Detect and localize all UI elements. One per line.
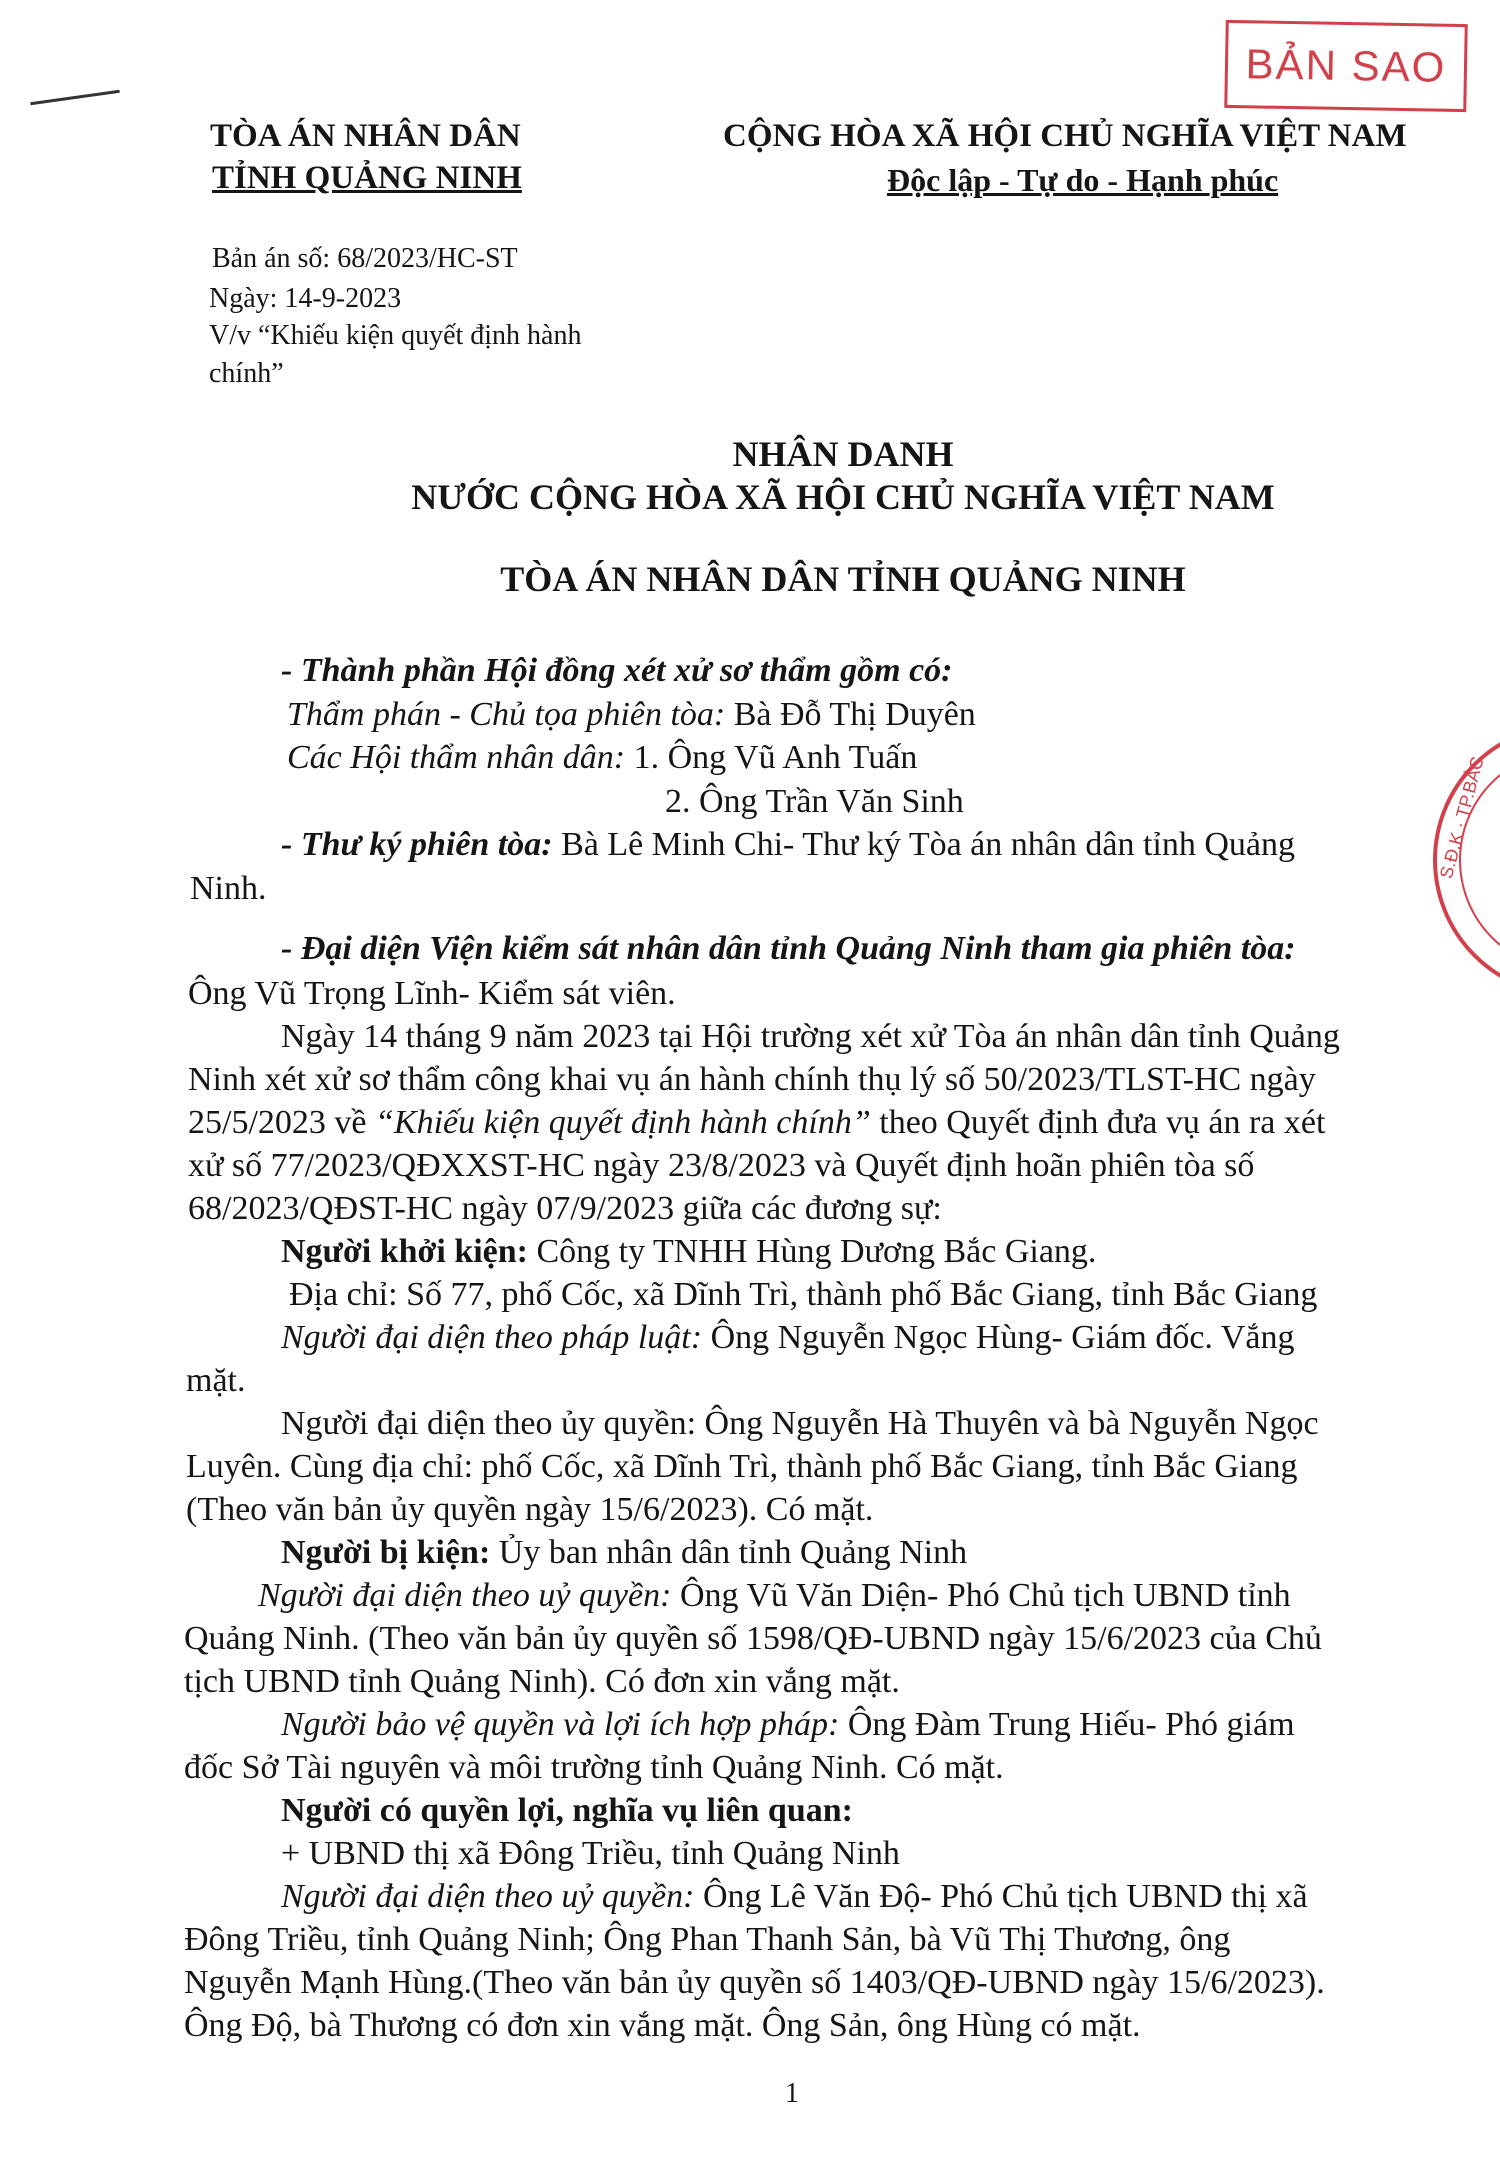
subject-line2: chính” [209, 358, 284, 389]
rights-protector: Người bảo vệ quyền và lợi ích hợp pháp: Ông Đàm Trung Hiếu- Phó giám [281, 1706, 1295, 1743]
jurors: Các Hội thẩm nhân dân: 1. Ông Vũ Anh Tuấn [287, 739, 918, 776]
plaintiff: Người khởi kiện: Công ty TNHH Hùng Dương Bắc Giang. [281, 1233, 1097, 1270]
judgment-number: Bản án số: 68/2023/HC-ST [212, 243, 518, 274]
para-hearing-4: xử số 77/2023/QĐXXST-HC ngày 23/8/2023 và Quyết định hoãn phiên tòa số [188, 1147, 1255, 1184]
para-hearing-1: Ngày 14 tháng 9 năm 2023 tại Hội trường xét xử Tòa án nhân dân tỉnh Quảng [281, 1018, 1340, 1055]
court-name-line2: TỈNH QUẢNG NINH [212, 160, 522, 196]
procuracy-heading: - Đại diện Viện kiểm sát nhân dân tỉnh Quảng Ninh tham gia phiên tòa: [281, 930, 1296, 967]
subject-line1: V/v “Khiếu kiện quyết định hành [209, 320, 582, 351]
defendant-rep: Người đại diện theo uỷ quyền: Ông Vũ Văn Diện- Phó Chủ tịch UBND tỉnh [258, 1577, 1291, 1614]
para-hearing-3: 25/5/2023 về “Khiếu kiện quyết định hành chính” theo Quyết định đưa vụ án ra xét [188, 1104, 1326, 1141]
title-republic: NƯỚC CỘNG HÒA XÃ HỘI CHỦ NGHĨA VIỆT NAM [411, 477, 1275, 517]
related-party-rep-cont-2: Nguyễn Mạnh Hùng.(Theo văn bản ủy quyền số 1403/QĐ-UBND ngày 15/6/2023). [184, 1964, 1325, 2001]
legal-representative-cont: mặt. [186, 1362, 246, 1399]
title-court: TÒA ÁN NHÂN DÂN TỈNH QUẢNG NINH [500, 559, 1186, 599]
authorized-rep-1: Người đại diện theo ủy quyền: Ông Nguyễn Hà Thuyên và bà Nguyễn Ngọc [281, 1405, 1319, 1442]
defendant-rep-cont-1: Quảng Ninh. (Theo văn bản ủy quyền số 1598/QĐ-UBND ngày 15/6/2023 của Chủ [184, 1620, 1322, 1657]
plaintiff-address: Địa chỉ: Số 77, phố Cốc, xã Dĩnh Trì, thành phố Bắc Giang, tỉnh Bắc Giang [289, 1276, 1318, 1313]
authorized-rep-3: (Theo văn bản ủy quyền ngày 15/6/2023). Có mặt. [186, 1491, 874, 1528]
related-party-rep-cont-1: Đông Triều, tỉnh Quảng Ninh; Ông Phan Thanh Sản, bà Vũ Thị Thương, ông [184, 1921, 1231, 1958]
related-parties-heading: Người có quyền lợi, nghĩa vụ liên quan: [281, 1792, 853, 1829]
page-number: 1 [785, 2078, 799, 2109]
juror-2: 2. Ông Trần Văn Sinh [665, 783, 964, 820]
presiding-judge: Thẩm phán - Chủ tọa phiên tòa: Bà Đỗ Thị Duyên [287, 696, 976, 733]
panel-heading: - Thành phần Hội đồng xét xử sơ thẩm gồm có: [281, 652, 953, 689]
national-motto: Độc lập - Tự do - Hạnh phúc [887, 162, 1279, 198]
official-seal [1430, 720, 1500, 1000]
para-hearing-2: Ninh xét xử sơ thẩm công khai vụ án hành chính thụ lý số 50/2023/TLST-HC ngày [188, 1061, 1316, 1098]
court-name-line1: TÒA ÁN NHÂN DÂN [210, 118, 521, 154]
related-party-1: + UBND thị xã Đông Triều, tỉnh Quảng Ninh [281, 1835, 900, 1872]
para-hearing-5: 68/2023/QĐST-HC ngày 07/9/2023 giữa các đương sự: [188, 1190, 942, 1227]
defendant-rep-cont-2: tịch UBND tỉnh Quảng Ninh). Có đơn xin vắng mặt. [184, 1663, 900, 1700]
court-clerk: - Thư ký phiên tòa: Bà Lê Minh Chi- Thư ký Tòa án nhân dân tỉnh Quảng [281, 826, 1295, 863]
authorized-rep-2: Luyên. Cùng địa chỉ: phố Cốc, xã Dĩnh Trì, thành phố Bắc Giang, tỉnh Bắc Giang [186, 1448, 1298, 1485]
title-in-name: NHÂN DANH [732, 434, 954, 474]
svg-text:S.Đ.K · TP.BẮC: S.Đ.K · TP.BẮC [1435, 754, 1488, 881]
pen-mark [30, 90, 120, 105]
related-party-rep-cont-3: Ông Độ, bà Thương có đơn xin vắng mặt. Ông Sản, ông Hùng có mặt. [184, 2007, 1141, 2044]
copy-stamp: BẢN SAO [1224, 20, 1467, 112]
defendant: Người bị kiện: Ủy ban nhân dân tỉnh Quảng Ninh [281, 1534, 968, 1571]
national-title: CỘNG HÒA XÃ HỘI CHỦ NGHĨA VIỆT NAM [723, 118, 1407, 154]
legal-representative: Người đại diện theo pháp luật: Ông Nguyễn Ngọc Hùng- Giám đốc. Vắng [281, 1319, 1295, 1356]
related-party-rep: Người đại diện theo uỷ quyền: Ông Lê Văn Độ- Phó Chủ tịch UBND thị xã [281, 1878, 1308, 1915]
court-clerk-cont: Ninh. [190, 870, 267, 907]
judgment-date: Ngày: 14-9-2023 [209, 283, 402, 314]
procurator: Ông Vũ Trọng Lĩnh- Kiểm sát viên. [188, 975, 676, 1012]
rights-protector-cont: đốc Sở Tài nguyên và môi trường tỉnh Quảng Ninh. Có mặt. [184, 1749, 1004, 1786]
